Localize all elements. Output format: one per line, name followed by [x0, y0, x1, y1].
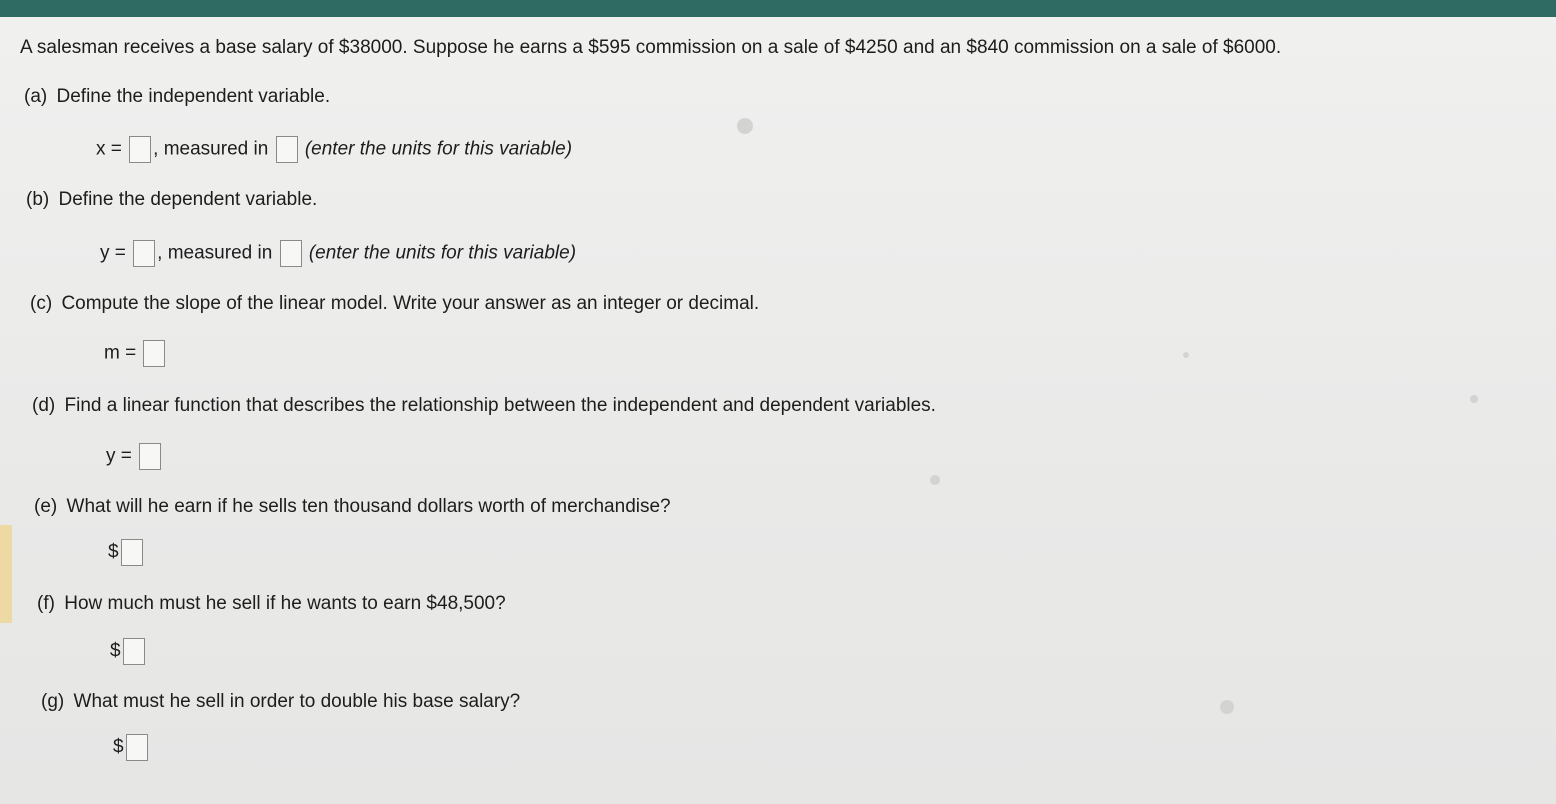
screen-speck: [737, 118, 753, 134]
part-a-units-hint: (enter the units for this variable): [304, 138, 573, 160]
part-d-prompt: Find a linear function that describes the relationship between the independent and dependent variables.: [64, 395, 936, 416]
part-e-label: (e): [34, 496, 58, 517]
part-g-currency-symbol: $: [113, 736, 124, 758]
part-b-measured-in: , measured in: [157, 242, 273, 264]
part-e-earnings-input[interactable]: [121, 539, 143, 566]
part-b-variable-input[interactable]: [133, 240, 155, 267]
part-a-label: (a): [24, 86, 48, 107]
part-a-variable-input[interactable]: [129, 136, 151, 163]
part-d-variable-label: y =: [106, 445, 132, 467]
part-b-units-hint: (enter the units for this variable): [308, 242, 577, 264]
problem-statement: A salesman receives a base salary of $38000. Suppose he earns a $595 commission on a sale of $4250 and an $840 commission on a sale of $6000.: [20, 37, 1282, 58]
part-f-currency-symbol: $: [110, 640, 121, 662]
screen-speck: [1220, 700, 1234, 714]
part-f-answer-row: [110, 638, 147, 665]
part-c-label: (c): [30, 293, 53, 314]
part-e-prompt: What will he earn if he sells ten thousand dollars worth of merchandise?: [66, 496, 671, 517]
part-c-question: [30, 292, 759, 316]
part-c-variable-label: m =: [104, 342, 137, 364]
screen-speck: [930, 475, 940, 485]
part-e-answer-row: [108, 539, 145, 566]
part-g-sales-input[interactable]: [126, 734, 148, 761]
part-a-units-input[interactable]: [276, 136, 298, 163]
top-bar: [0, 0, 1556, 17]
part-b-units-input[interactable]: [280, 240, 302, 267]
part-b-prompt: Define the dependent variable.: [58, 189, 318, 210]
part-d-label: (d): [32, 395, 56, 416]
part-g-label: (g): [41, 691, 65, 712]
part-a-variable-label: x =: [96, 138, 122, 160]
part-d-question: [32, 394, 936, 418]
part-b-label: (b): [26, 189, 50, 210]
screen-speck: [1470, 395, 1478, 403]
part-f-prompt: How much must he sell if he wants to earn $48,500?: [64, 593, 506, 614]
part-c-slope-input[interactable]: [143, 340, 165, 367]
part-d-answer-row: [106, 443, 163, 470]
part-g-question: [41, 690, 520, 714]
part-c-prompt: Compute the slope of the linear model. Write your answer as an integer or decimal.: [61, 293, 760, 314]
part-f-label: (f): [37, 593, 55, 614]
part-e-currency-symbol: $: [108, 541, 119, 563]
part-g-answer-row: [113, 734, 150, 761]
part-a-question: [24, 85, 330, 109]
part-a-prompt: Define the independent variable.: [56, 86, 331, 107]
part-b-question: [26, 188, 317, 212]
part-f-sales-input[interactable]: [123, 638, 145, 665]
part-a-measured-in: , measured in: [153, 138, 269, 160]
part-b-answer-row: [100, 240, 576, 267]
left-accent-bar: [0, 525, 12, 623]
part-f-question: [37, 592, 506, 616]
part-d-function-input[interactable]: [139, 443, 161, 470]
part-g-prompt: What must he sell in order to double his base salary?: [73, 691, 521, 712]
part-e-question: [34, 495, 671, 519]
part-c-answer-row: [104, 340, 167, 367]
part-a-answer-row: [96, 136, 572, 163]
screen-speck: [1183, 352, 1189, 358]
part-b-variable-label: y =: [100, 242, 126, 264]
